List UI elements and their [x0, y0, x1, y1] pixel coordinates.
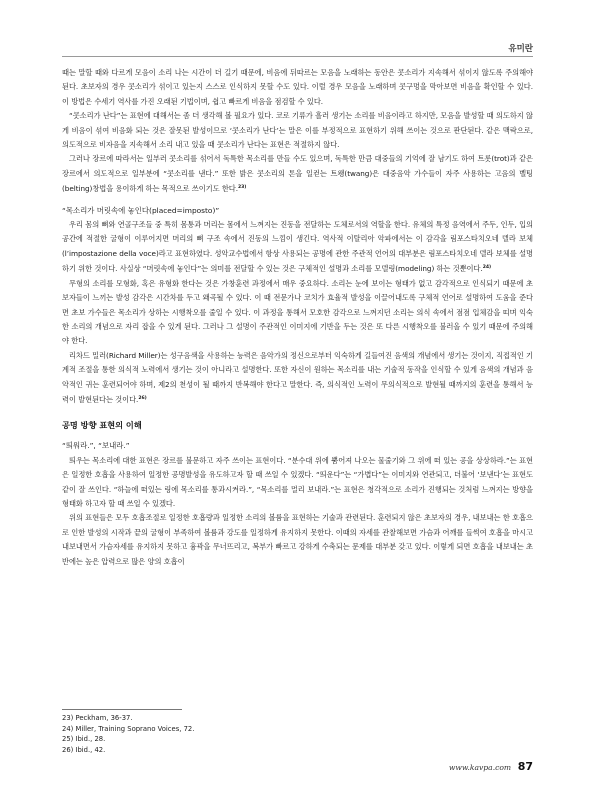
paragraph: 우리 몸의 뼈와 연골구조들 중 특히 몸통과 머리는 몸에서 느껴지는 진동을 전달하는 도체로서의 역할을 한다. 유체의 특정 음역에서 주두, 인두, 입의 공간에 적절한 굴형이 이루어지면 머리의 뼈 구조 속에서 진동의 느낌이 생긴다. 역사적 이탈리아 악파에서는 이 감각을 림포스타치오네 델라 보체 (l’impostazione della voce)라고 표현하였다. 성악교수법에서 항상 사용되는 공명에 관한 주관적 언어의 대부분은 림포스타치오네 델라 보체를 설명하기 위한 것이다. 사실상 “머릿속에 놓인다”는 의미를 전달할 수 있는 것은 구체적인 설명과 소리를 모델링(modeling) 하는 것뿐이다.$^{24)}$ — [62, 220, 533, 274]
paragraph: 위의 표현들은 모두 호흡조절로 일정한 호흡량과 일정한 소리의 볼륨을 표현하는 기술과 관련된다. 훈련되지 않은 초보자의 경우, 내보내는 한 호흡으로 인한 발성의 시작과 끝의 굴형이 부족하여 볼륨과 강도를 일정하게 유지하지 못한다. 이때의 자세를 관찰해보면 가슴과 어깨를 들썩여 호흡을 마시고 내보내면서 가슴자세를 유지하지 못하고 흉곽을 무너뜨리고, 복부가 빠르고 강하게 수축되는 문제를 대부분 갖고 있다. 이렇게 되면 호흡을 내보내는 초반에는 높은 압력으로 많은 양의 호흡이 — [62, 513, 533, 566]
footnote: 26) Ibid., 42. — [62, 745, 106, 754]
footnote: 25) Ibid., 28. — [62, 735, 106, 744]
page-number: 87 — [517, 760, 533, 773]
running-title: 유미란 — [508, 44, 533, 54]
body-text — [62, 66, 533, 569]
paragraph: 무형의 소리를 모형화, 혹은 유형화 한다는 것은 가창훈련 과정에서 매우 중요하다. 소리는 눈에 보이는 형태가 없고 감각적으로 인식되기 때문에 초보자들이 느끼는 발성 감각은 시간차를 두고 왜곡될 수 있다. 이 때 전문가나 코치가 효율적 발성을 이끌어내도록 구체적 언어로 설명하여 도움을 준다면 초보 가수들은 목소리가 상하는 시행착오를 줄일 수 있다. 이 과정을 통해서 모호한 감각으로 느껴지던 소리는 의식 속에서 점점 입체감을 띠며 익숙한 소리의 개념으로 자리 잡을 수 있게 된다. 그러나 그 설명이 주관적인 이미지에 기반을 두는 것은 또 다른 시행착오를 불러올 수 있기 때문에 주의해야 한다. — [62, 278, 533, 346]
footnotes — [62, 709, 533, 755]
section-title: 공명 방향 표현의 이해 — [62, 420, 142, 431]
paragraph: 그러나 장르에 따라서는 일부러 콧소리를 섞어서 독특한 목소리를 만들 수도 있으며, 독특한 만큼 대중들의 기억에 잘 남기도 하여 트롯(trot)과 같은 장르에서 의도적으로 일부분에 “콧소리를 낸다.” 또한 밝은 콧소리의 톤을 일컫는 트왱(twang)은 대중음악 가수들이 자주 사용하는 고음의 벨팅(belting)창법을 용이하게 하는 목적으로 쓰이기도 한다.$^{23)}$ — [62, 154, 533, 194]
footnote-marker: 23) — [237, 185, 247, 191]
page-footer — [449, 760, 533, 773]
footnote-marker: 24) — [482, 265, 492, 271]
paragraph: “콧소리가 난다”는 표현에 대해서는 좀 더 생각해 볼 필요가 있다. 코로 기류가 흘러 생기는 소리를 비음이라고 하지만, 모음을 발성할 때 의도하지 않게 비음이 섞여 비음화 되는 것은 잘못된 발성이므로 ‘콧소리가 난다’는 말은 이를 부정적으로 표현하기 위해 쓰이는 것으로 판단된다. 같은 맥락으로, 의도적으로 비자음을 지속해서 소리 내고 있을 때 콧소리가 난다는 표현은 적절하지 않다. — [62, 111, 533, 150]
footer-url: www.kavpa.com — [448, 763, 512, 772]
paragraph: 리차드 밀러(Richard Miller)는 성구음색을 사용하는 능력은 음악가의 정신으로부터 익숙하게 길들여진 음색의 개념에서 생기는 것이지, 직접적인 기계적 조절을 통한 의식적 노력에서 생기는 것이 아니라고 설명한다. 또한 자신이 원하는 목소리를 내는 기술적 동작을 인식할 수 있게 음색의 개념과 음악적인 귀는 훈련되어야 하며, 제2의 천성이 될 때까지 반복해야 한다고 말한다. 즉, 의식적인 노력이 무의식적으로 발현될 때까지의 훈련을 통해서 능력이 발현된다는 것이다.$^{26)}$ — [62, 350, 533, 404]
paragraph: 띄우는 목소리에 대한 표현은 장르를 불문하고 자주 쓰이는 표현이다. “분수대 위에 뿜어져 나오는 물줄기와 그 위에 떠 있는 공을 상상하라.”는 표현은 일정한 호흡을 사용하여 일정한 공명발성을 유도하고자 할 때 쓰일 수 있겠다. “띄운다”는 “가볍다”는 이미지와 연관되고, 더불어 ‘보낸다’는 표현도 같이 잘 쓰인다. “하늘에 떠있는 링에 목소리를 통과시켜라.”, “목소리를 멀리 보내라.”는 표현은 청각적으로 소리가 진행되는 것처럼 느껴지는 방향을 형태화 하고자 할 때 쓰일 수 있겠다. — [62, 455, 533, 508]
running-header — [62, 42, 533, 57]
footnote-divider — [62, 709, 182, 710]
paragraph: 때는 말할 때와 다르게 모음이 소리 나는 시간이 더 길기 때문에, 비음에 뒤따르는 모음을 노래하는 동안은 콧소리가 지속해서 섞이지 않도록 주의해야 된다. 초보자의 경우 콧소리가 섞이고 있는지 스스로 인식하지 못할 수도 있다. 이럴 경우 모음을 노래하며 콧구멍을 막아보면 비음을 확인할 수 있다. 이 방법은 수세기 역사를 가진 오래된 기법이며, 쉽고 빠르게 비음을 점검할 수 있다. — [62, 68, 533, 106]
footnote: 24) Miller, Training Soprano Voices, 72. — [62, 724, 195, 733]
subheading: “목소리가 머릿속에 놓인다(placed=imposto)” — [62, 205, 220, 215]
footnote: 23) Peckham, 36-37. — [62, 714, 133, 722]
footnote-marker: 26) — [138, 395, 147, 401]
subheading: “띄워라.”, “보내라.” — [62, 441, 130, 451]
